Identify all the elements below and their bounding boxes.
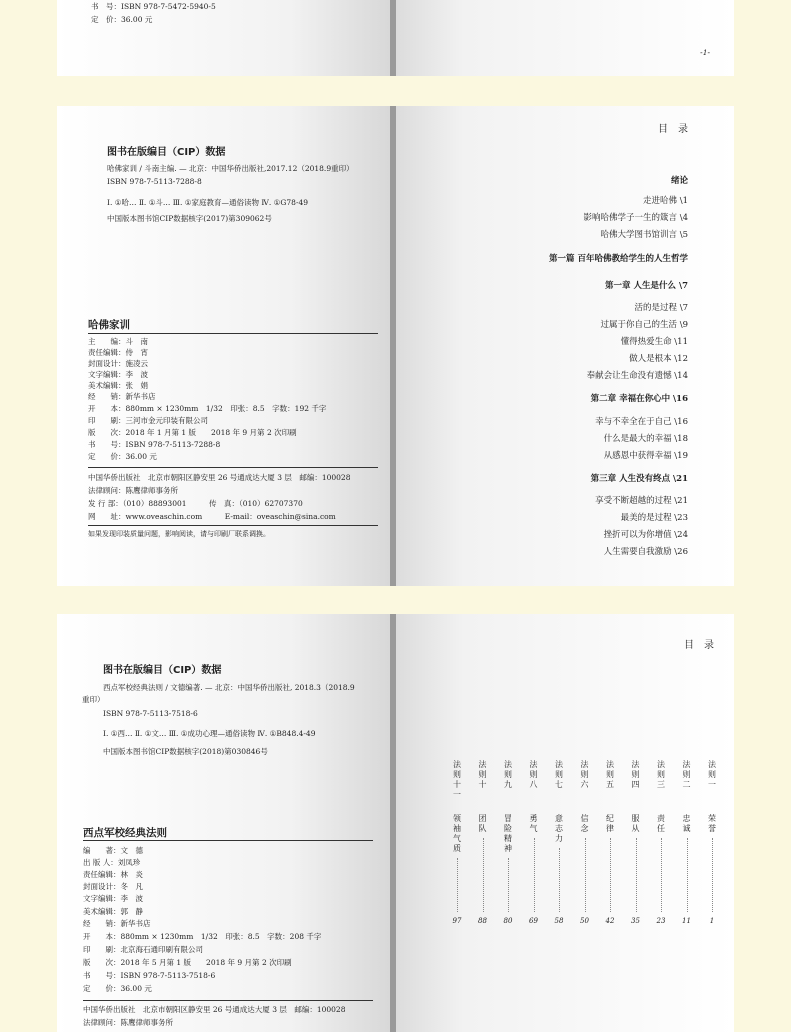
book2-book-title: 哈佛家训 [88,319,130,331]
book3-toc-leader [585,838,586,912]
book3-toc-leader [661,838,662,912]
book3-credit: 经 销：新华书店 [83,919,151,928]
book3-toc-page: 80 [503,917,513,925]
book3-toc-topic: 纪 律 [606,814,614,833]
book3-toc-law: 法 则 九 [504,760,512,789]
book3-toc-page: 50 [580,917,589,925]
book2-cip-line: Ⅰ. ①哈… Ⅱ. ①斗… Ⅲ. ①家庭教育—通俗读物 Ⅳ. ①G78-49 [107,198,309,207]
book2-toc-entry: 做人是根本 \12 [629,354,688,364]
book3-toc-leader [559,848,560,912]
book3-credit: 封面设计：冬 凡 [83,882,143,891]
book1-page-number: -1- [700,48,710,57]
book2-toc-entry: 人生需要自我激励 \26 [603,547,688,557]
book3-cip-line: 西点军校经典法则 / 文德编著. — 北京：中国华侨出版社, 2018.3（2018.9 [103,683,355,692]
book3-toc-law: 法 则 二 [682,760,691,789]
book2-publisher-line: 网 址：www.oveaschin.com E-mail：oveaschin@sina.com [88,512,336,521]
book3-book-title: 西点军校经典法则 [83,827,167,839]
book2-publisher-line: 发 行 部：（010）88893001 传 真：（010）62707370 [88,499,303,508]
book2-credit: 主 编：斗 南 [88,337,148,346]
book3-credit-rule [83,1000,373,1001]
book2-toc-entry: 第一篇 百年哈佛教给学生的人生哲学 [549,254,688,264]
book2-publisher-rule [88,525,378,526]
book3-toc-law: 法 则 四 [631,760,640,789]
book3-credit: 美术编辑：郭 静 [83,907,143,916]
book3-credit: 版 次：2018 年 5 月第 1 版 2018 年 9 月第 2 次印刷 [83,958,292,967]
book3-toc-law: 法 则 三 [657,760,665,789]
book2-toc-entry: 奉献会让生命没有遗憾 \14 [586,371,688,381]
book3-credit: 定 价：36.00 元 [83,984,152,993]
book3-toc-page: 58 [554,917,564,925]
book2-credit: 开 本：880mm × 1230mm 1/32 印张：8.5 字数：192 千字 [88,404,327,413]
book3-cip-title: 图书在版编目（CIP）数据 [103,665,222,676]
book3-toc-law: 法 则 七 [555,760,563,789]
book2-toc-heading: 目 录 [658,124,688,135]
book2-toc-entry: 第二章 幸福在你心中 \16 [590,394,688,404]
book3-toc-law: 法 则 一 [708,760,716,789]
book3-publisher-line: 法律顾问：陈鹰律师事务所 [83,1018,173,1027]
book2-toc-entry: 影响哈佛学子一生的箴言 \4 [583,213,688,223]
book2-toc-entry: 第一章 人生是什么 \7 [605,281,688,291]
book3-toc-page: 1 [709,917,715,925]
book3-credit: 开 本：880mm × 1230mm 1/32 印张：8.5 字数：208 千字 [83,932,322,941]
book3-credit: 编 著：文 德 [83,846,143,855]
book2-toc-entry: 幸与不幸全在于自己 \16 [595,417,688,427]
book2-toc-entry: 懂得热爱生命 \11 [620,337,688,347]
book2-title-rule [88,333,378,334]
book3-toc-topic: 领 袖 气 质 [453,814,461,853]
book3-credit: 书 号：ISBN 978-7-5113-7518-6 [83,971,216,980]
book3-left-page [57,614,390,1032]
book3-toc-leader [534,838,535,912]
book1-right-page [396,0,734,76]
book1-isbn: 书 号：ISBN 978-7-5472-5940-5 [91,2,216,11]
book3-toc-leader [508,858,509,912]
book2-toc-entry: 挫折可以为你增值 \24 [603,530,688,540]
book2-left-page [57,106,390,586]
book2-toc-entry: 从感恩中获得幸福 \19 [603,451,688,461]
book2-publisher-line: 中国华侨出版社 北京市朝阳区静安里 26 号通成达大厦 3 层 邮编：100028 [88,473,351,482]
book3-toc-leader [483,838,484,912]
book2-right-page [396,106,734,586]
book2-toc-entry: 第三章 人生没有终点 \21 [590,474,688,484]
book2-credit: 版 次：2018 年 1 月第 1 版 2018 年 9 月第 2 次印刷 [88,428,297,437]
book2-credit: 书 号：ISBN 978-7-5113-7288-8 [88,440,221,449]
book1-price: 定 价：36.00 元 [91,15,153,24]
book3-cip-line: 重印） [82,695,105,704]
book3-toc-page: 88 [478,917,487,925]
book2-notice: 如果发现印装质量问题，影响阅读，请与印刷厂联系调换。 [88,530,270,538]
book3-toc-topic: 责 任 [657,814,665,833]
book3-right-page [396,614,734,1032]
book3-toc-topic: 团 队 [478,814,487,833]
book3-cip-line: 中国版本图书馆CIP数据核字(2018)第030846号 [103,747,268,756]
book3-toc-topic: 勇 气 [529,814,538,833]
book2-credit: 经 销：新华书店 [88,392,156,401]
book3-toc-law: 法 则 六 [580,760,589,789]
book2-credit: 美术编辑：张 娟 [88,381,148,390]
book3-toc-page: 42 [605,917,615,925]
book3-toc-leader [712,838,713,912]
book3-toc-page: 35 [631,917,640,925]
book2-toc-entry: 走进哈佛 \1 [643,196,688,206]
book3-credit: 责任编辑：林 炎 [83,870,143,879]
book3-toc-topic: 忠 诚 [682,814,691,833]
book2-credit: 责任编辑：侍 宵 [88,348,148,357]
book2-cip-title: 图书在版编目（CIP）数据 [107,147,226,158]
book3-toc-law: 法 则 五 [606,760,614,789]
book2-toc-entry: 活的是过程 \7 [634,303,688,313]
book3-toc-topic: 意 志 力 [555,814,563,843]
book3-cip-line: ISBN 978-7-5113-7518-6 [103,709,198,718]
book2-credit: 文字编辑：李 波 [88,370,148,379]
book3-toc-leader [610,838,611,912]
book2-cip-line: ISBN 978-7-5113-7288-8 [107,177,202,186]
book2-cip-line: 中国版本图书馆CIP数据核字(2017)第309062号 [107,214,272,223]
book2-toc-entry: 什么是最大的幸福 \18 [603,434,688,444]
book2-toc-entry: 哈佛大学图书馆训言 \5 [600,230,688,240]
book3-credit: 文字编辑：李 波 [83,894,143,903]
book2-credit: 封面设计：施凌云 [88,359,148,368]
book2-toc-entry: 绪论 [670,176,688,186]
book3-toc-page: 97 [452,917,462,925]
book2-credit: 印 刷：三河市金元印装有限公司 [88,416,208,425]
book2-toc-entry: 享受不断超越的过程 \21 [595,496,688,506]
book3-toc-page: 23 [656,917,666,925]
book2-credit: 定 价：36.00 元 [88,452,157,461]
book2-credit-rule [88,467,378,468]
book3-credit: 出 版 人：刘凤珍 [83,858,141,867]
book3-credit: 印 刷：北京海石通印刷有限公司 [83,945,203,954]
book2-cip-line: 哈佛家训 / 斗南主编. — 北京：中国华侨出版社,2017.12（2018.9重印） [107,164,354,173]
book2-publisher-line: 法律顾问：陈鹰律师事务所 [88,486,178,495]
book3-publisher-line: 中国华侨出版社 北京市朝阳区静安里 26 号通成达大厦 3 层 邮编：100028 [83,1005,346,1014]
book2-toc-entry: 最美的是过程 \23 [620,513,688,523]
book3-toc-page: 11 [682,917,691,925]
book3-title-rule [83,840,373,841]
book3-toc-leader [687,838,688,912]
book3-toc-law: 法 则 十 一 [453,760,461,799]
book3-toc-topic: 服 从 [631,814,640,833]
book3-cip-line: Ⅰ. ①西… Ⅱ. ①文… Ⅲ. ①成功心理—通俗读物 Ⅳ. ①B848.4-49 [103,729,316,738]
book3-toc-topic: 荣 誉 [708,814,716,833]
book3-toc-topic: 信 念 [580,814,589,833]
book3-toc-heading: 目 录 [684,640,714,651]
book2-toc-entry: 过属于你自己的生活 \9 [600,320,688,330]
book1-left-page [57,0,390,76]
book3-toc-topic: 冒 险 精 神 [504,814,512,853]
book3-toc-law: 法 则 十 [478,760,487,789]
book3-toc-leader [636,838,637,912]
book3-toc-page: 69 [529,917,538,925]
book3-toc-law: 法 则 八 [529,760,538,789]
book3-toc-leader [457,858,458,912]
